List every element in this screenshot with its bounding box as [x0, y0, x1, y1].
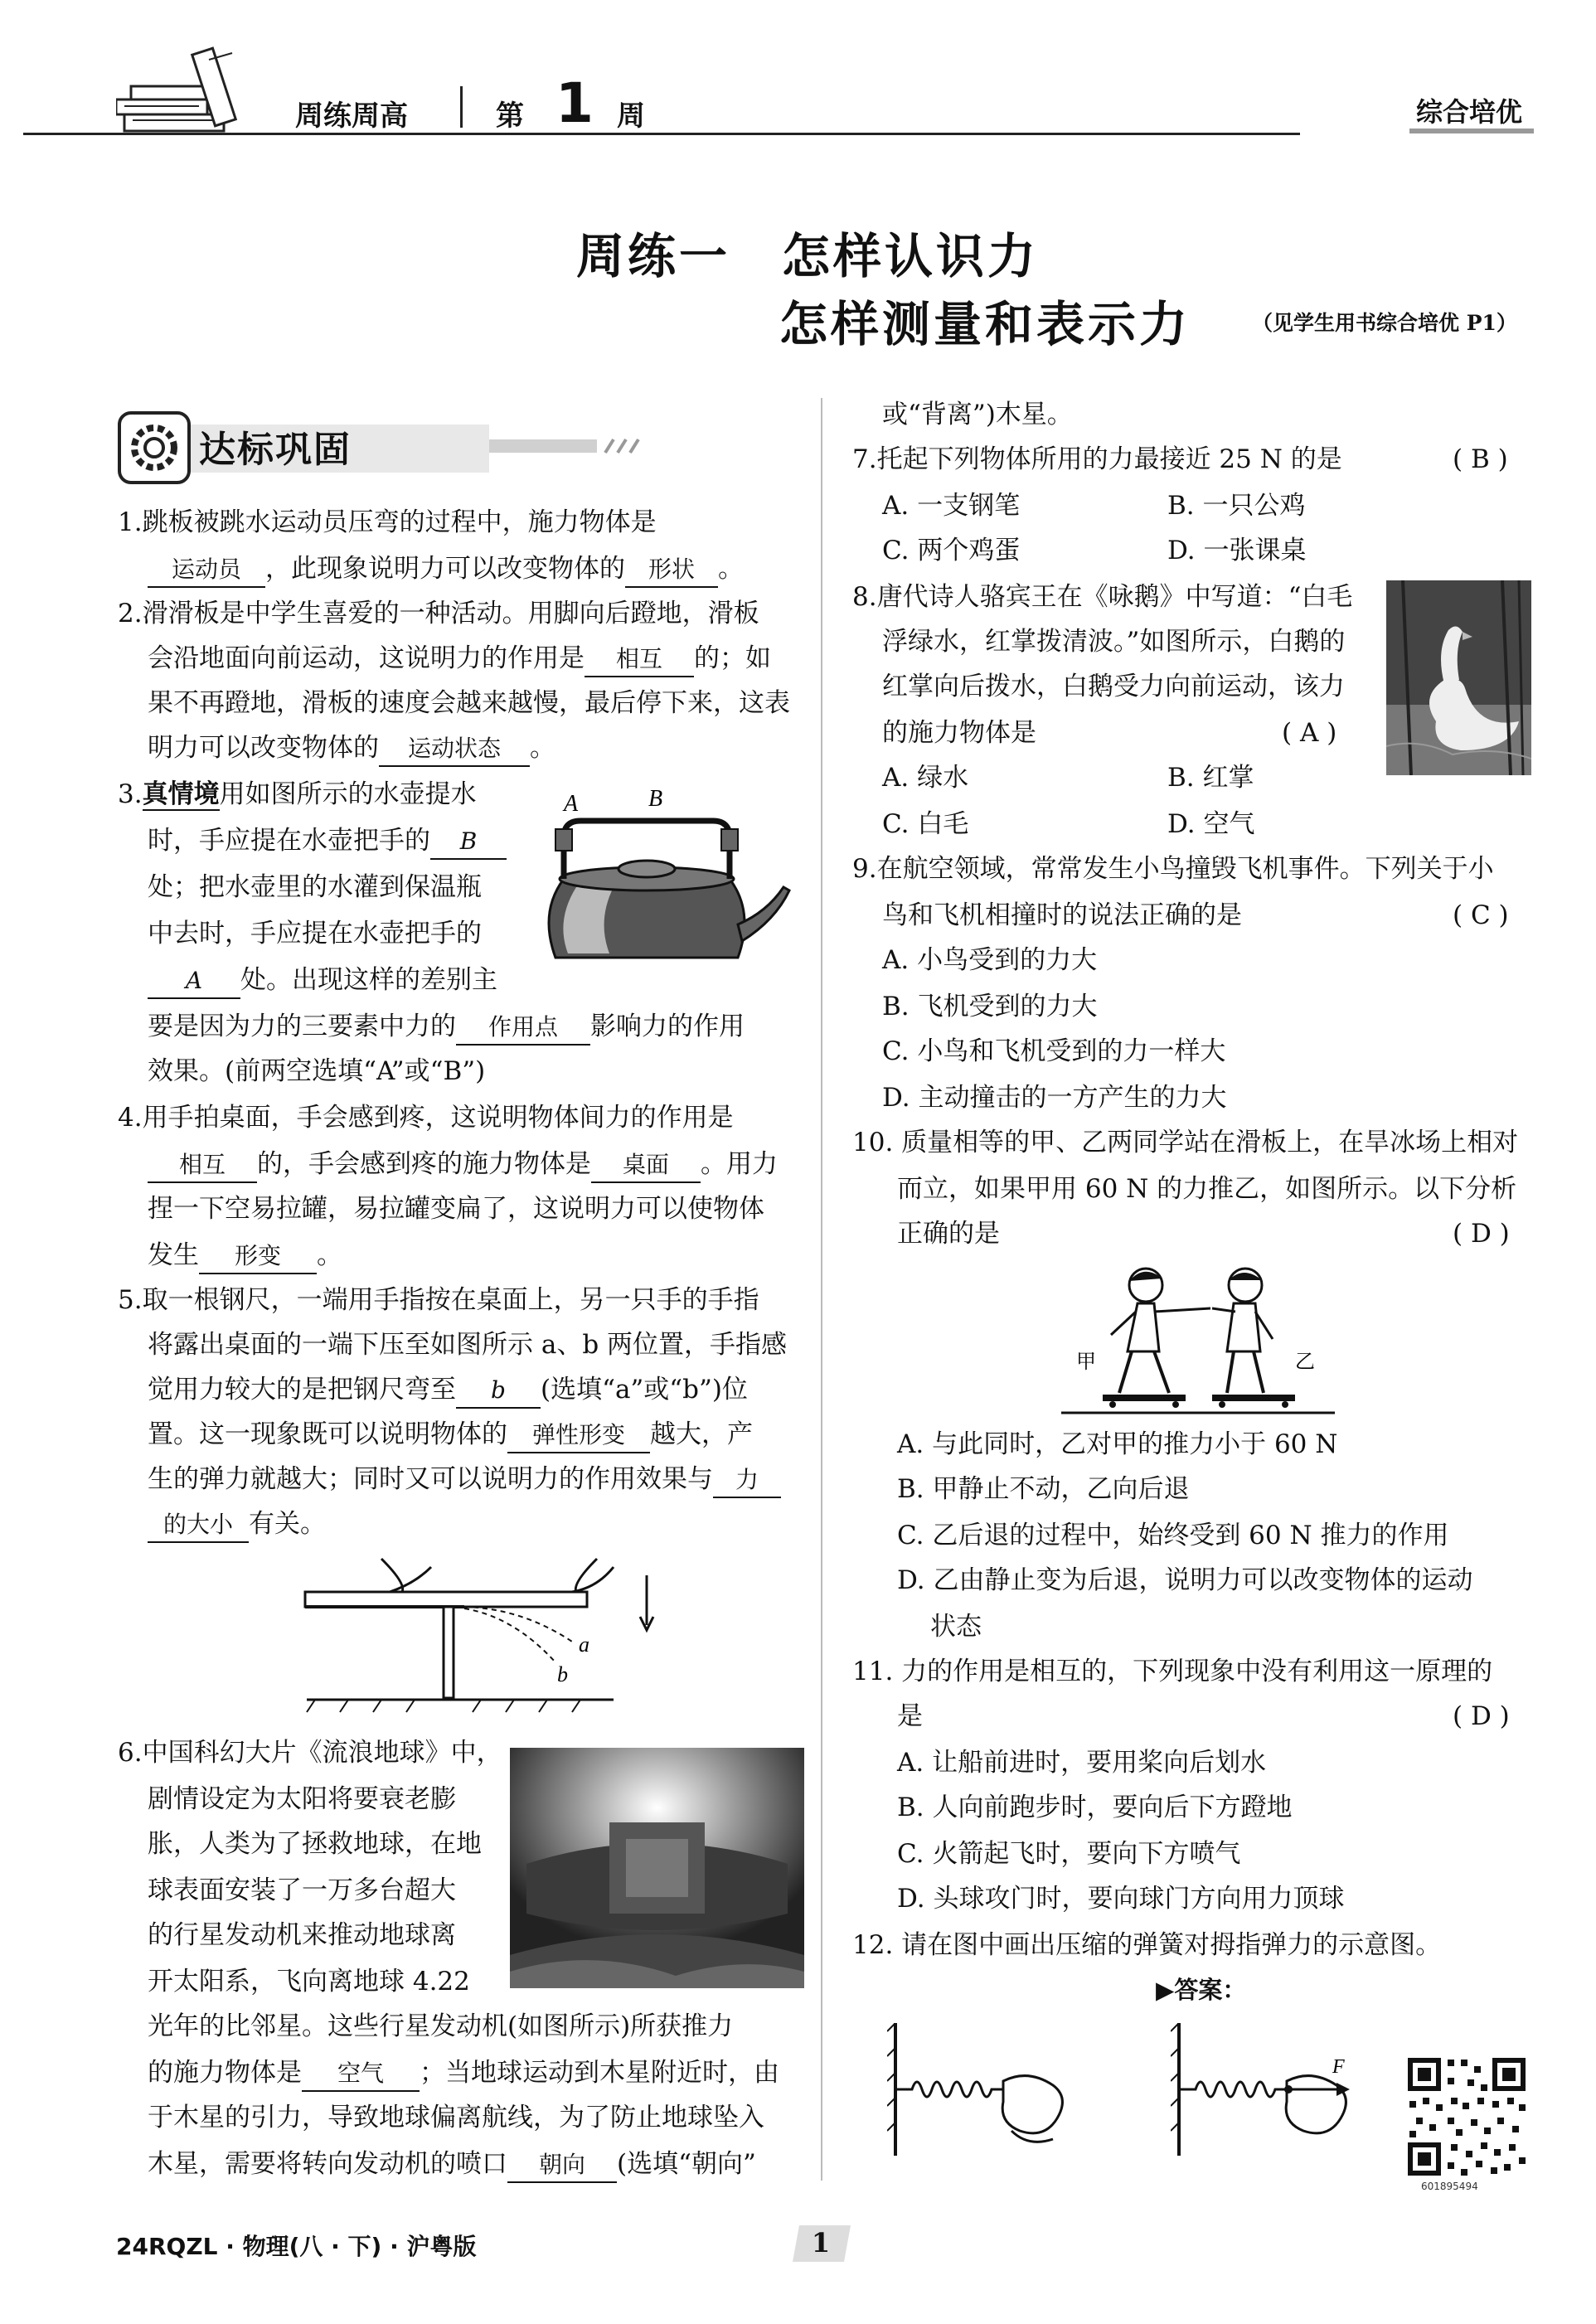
q5-text4b: 越大，产 — [650, 1419, 753, 1449]
q11-option-c: C. 火箭起飞时，要向下方喷气 — [897, 1839, 1241, 1869]
q8-option-c: C. 白毛 — [882, 809, 969, 839]
q8-line3: 红掌向后拨水，白鹅受力向前运动，该力 — [882, 672, 1345, 701]
q5-answer3a: 力 — [713, 1463, 781, 1498]
q10-option-a: A. 与此同时，乙对甲的推力小于 60 N — [897, 1429, 1338, 1459]
q5-answer1: b — [456, 1374, 541, 1409]
answer-arrow-icon: ▶ — [1156, 1976, 1175, 2004]
q10-line1: 10. 质量相等的甲、乙两同学站在滑板上，在旱冰场上相对 — [852, 1128, 1519, 1157]
q3-text5: 处。出现这样的差别主 — [240, 965, 497, 995]
q3-line3: 处；把水壶里的水灌到保温瓶 — [148, 872, 482, 902]
header-right-tag: 综合培优 — [1416, 96, 1523, 128]
kettle-figure — [531, 788, 796, 962]
q2-line4 — [148, 731, 555, 767]
q2-text4b: 。 — [530, 733, 555, 763]
ruler-figure — [298, 1550, 680, 1725]
q11-option-a: A. 让船前进时，要用桨向后划水 — [897, 1748, 1267, 1778]
q6-line10 — [148, 2147, 756, 2183]
q6-text8b: ；当地球运动到木星附近时，由 — [420, 2058, 779, 2088]
q5-line5 — [148, 1463, 781, 1498]
q3-text1: 用如图所示的水壶提水 — [219, 779, 477, 809]
q6-text8: 的施力物体是 — [148, 2058, 302, 2088]
q5-text5: 生的弹力就越大；同时又可以说明力的作用效果与 — [148, 1464, 713, 1494]
page-title-line1: 周练一 怎样认识力 — [576, 228, 1040, 284]
qr-code-icon[interactable] — [1404, 2055, 1529, 2179]
q3-line1 — [118, 778, 477, 811]
q6-text10: 木星，需要将转向发动机的喷口 — [148, 2149, 507, 2179]
page-number: 1 — [811, 2227, 831, 2259]
spring-figure-answer — [1171, 2023, 1361, 2164]
q6-line5: 的行星发动机来推动地球离 — [148, 1920, 456, 1950]
kettle-label-a: A — [564, 791, 579, 817]
section-label: 达标巩固 — [199, 429, 352, 471]
footer-book-info: 24RQZL · 物理(八 · 下) · 沪粤版 — [116, 2233, 477, 2260]
q3-number: 3. — [118, 779, 143, 809]
q10-line3: 正确的是 — [897, 1219, 1000, 1249]
header-week-suffix: 周 — [617, 99, 645, 133]
page-title-line2: 怎样测量和表示力 — [779, 296, 1191, 352]
q6-answer2: 朝向 — [507, 2148, 617, 2183]
books-icon — [116, 41, 257, 134]
q2-text2: 会沿地面向前运动，这说明力的作用是 — [148, 643, 585, 673]
q6-text10b: (选填“朝向” — [617, 2149, 756, 2179]
q1-line2 — [148, 552, 744, 588]
q6-line3: 胀，人类为了拯救地球，在地 — [148, 1829, 482, 1859]
q8-line2: 浮绿水，红掌拨清波。”如图所示，白鹅的 — [882, 627, 1346, 657]
q4-line1: 4.用手拍桌面，手会感到疼，这说明物体间力的作用是 — [118, 1103, 734, 1133]
q4-answer3: 形变 — [199, 1240, 317, 1274]
q5-line6 — [148, 1507, 326, 1543]
header-brand: 周练周高 — [295, 99, 408, 133]
qr-code-id: 601895494 — [1421, 2181, 1478, 2192]
q12-answer-label — [1156, 1973, 1246, 2006]
q3-line4: 中去时，手应提在水壶把手的 — [148, 919, 482, 949]
q4-line4 — [148, 1239, 342, 1274]
q2-text4: 明力可以改变物体的 — [148, 733, 379, 763]
q5-line4 — [148, 1418, 753, 1453]
header-week-prefix: 第 — [496, 99, 524, 133]
force-label: F — [1332, 2056, 1345, 2078]
q1-text2: ，此现象说明力可以改变物体的 — [265, 554, 625, 584]
q5-text6: 有关。 — [249, 1509, 326, 1539]
q1-answer2: 形状 — [625, 553, 718, 588]
q4-line3: 捏一下空易拉罐，易拉罐变扁了，这说明力可以使物体 — [148, 1194, 764, 1224]
header-week-number: 1 — [555, 71, 594, 135]
q3-answer2: A — [148, 964, 240, 999]
q5-line1: 5.取一根钢尺，一端用手指按在桌面上，另一只手的手指 — [118, 1285, 759, 1315]
q3-line6 — [148, 1010, 745, 1046]
q4-text2c: 。用力 — [701, 1149, 778, 1179]
q9-option-d: D. 主动撞击的一方产生的力大 — [882, 1083, 1227, 1113]
q6-answer1: 空气 — [302, 2057, 420, 2092]
q9-answer: ( C ) — [1453, 900, 1509, 930]
q11-line2: 是 — [897, 1701, 923, 1731]
q2-answer1: 相互 — [585, 643, 694, 677]
q8-answer: ( A ) — [1282, 718, 1337, 748]
q3-text6b: 影响力的作用 — [590, 1012, 745, 1041]
q5-text3b: (选填“a”或“b”)位 — [541, 1375, 748, 1405]
skater-label-jia: 甲 — [1076, 1350, 1096, 1373]
q4-answer1: 相互 — [148, 1148, 257, 1183]
q9-option-c: C. 小鸟和飞机受到的力一样大 — [882, 1036, 1226, 1066]
q3-text6: 要是因为力的三要素中力的 — [148, 1012, 456, 1041]
q7-option-a: A. 一支钢笔 — [882, 491, 1021, 521]
q2-line3: 果不再蹬地，滑板的速度会越来越慢，最后停下来，这表 — [148, 688, 790, 718]
ruler-label-a: a — [579, 1633, 589, 1657]
q4-text4b: 。 — [317, 1240, 342, 1270]
q4-text4: 发生 — [148, 1240, 199, 1270]
q8-option-a: A. 绿水 — [882, 763, 969, 793]
q6-line1: 6.中国科幻大片《流浪地球》中， — [118, 1738, 502, 1768]
q5-answer2: 弹性形变 — [507, 1419, 650, 1453]
skaters-figure — [1061, 1260, 1335, 1418]
q7-answer: ( B ) — [1453, 444, 1508, 474]
q3-tag: 真情境 — [142, 779, 220, 809]
q12-line1: 12. 请在图中画出压缩的弹簧对拇指弹力的示意图。 — [852, 1930, 1442, 1960]
q7-stem: 7.托起下列物体所用的力最接近 25 N 的是 — [852, 444, 1342, 474]
q3-answer3: 作用点 — [456, 1011, 590, 1046]
q4-text2: 的，手会感到疼的施力物体是 — [257, 1149, 591, 1179]
q3-line2 — [148, 824, 507, 860]
kettle-label-b: B — [648, 788, 663, 812]
q10-answer: ( D ) — [1453, 1219, 1510, 1249]
header-divider — [460, 86, 463, 128]
q6-line2: 剧情设定为太阳将要衰老膨 — [148, 1784, 456, 1814]
q6-line8 — [148, 2056, 779, 2092]
q5-line3 — [148, 1373, 748, 1409]
q2-text2b: 的；如 — [694, 643, 771, 673]
q10-option-c: C. 乙后退的过程中，始终受到 60 N 推力的作用 — [897, 1521, 1449, 1550]
q11-option-b: B. 人向前跑步时，要向后下方蹬地 — [897, 1793, 1293, 1822]
q3-line5 — [148, 963, 497, 999]
q2-line2 — [148, 642, 771, 677]
q10-option-b: B. 甲静止不动，乙向后退 — [897, 1474, 1190, 1504]
q10-line2: 而立，如果甲用 60 N 的力推乙，如图所示。以下分析 — [897, 1174, 1517, 1204]
q9-line1: 9.在航空领域，常常发生小鸟撞毁飞机事件。下列关于小 — [852, 854, 1494, 884]
q6-line7: 光年的比邻星。这些行星发动机(如图所示)所获推力 — [148, 2011, 734, 2041]
section-badge — [116, 406, 647, 489]
q1-line1: 1.跳板被跳水运动员压弯的过程中，施力物体是 — [118, 507, 657, 537]
q4-answer2: 桌面 — [591, 1148, 701, 1183]
q10-option-d-line2: 状态 — [930, 1612, 982, 1642]
q8-line1: 8.唐代诗人骆宾王在《咏鹅》中写道：“白毛 — [852, 582, 1353, 612]
q9-option-a: A. 小鸟受到的力大 — [882, 945, 1098, 975]
q9-option-b: B. 飞机受到的力大 — [882, 992, 1098, 1021]
q4-line2 — [148, 1147, 778, 1183]
title-reference: （见学生用书综合培优 P1） — [1252, 311, 1517, 335]
q5-text4: 置。这一现象既可以说明物体的 — [148, 1419, 507, 1449]
q5-answer3b: 的大小 — [148, 1508, 249, 1543]
spring-figure-question — [887, 2023, 1094, 2164]
q11-option-d: D. 头球攻门时，要向球门方向用力顶球 — [897, 1884, 1345, 1914]
q2-answer2: 运动状态 — [379, 732, 530, 767]
q7-option-c: C. 两个鸡蛋 — [882, 536, 1021, 565]
q8-option-b: B. 红掌 — [1167, 763, 1254, 793]
q1-text3: 。 — [718, 554, 744, 584]
q10-option-d-line1: D. 乙由静止变为后退，说明力可以改变物体的运动 — [897, 1565, 1473, 1595]
q9-line2: 鸟和飞机相撞时的说法正确的是 — [882, 900, 1242, 930]
column-divider — [821, 398, 822, 2181]
q7-option-d: D. 一张课桌 — [1167, 536, 1307, 565]
q6-line4: 球表面安装了一万多台超大 — [148, 1875, 456, 1905]
skater-label-yi: 乙 — [1295, 1350, 1315, 1373]
wandering-earth-image — [510, 1748, 804, 1988]
q11-line1: 11. 力的作用是相互的，下列现象中没有利用这一原理的 — [852, 1657, 1493, 1686]
goose-image — [1386, 580, 1531, 775]
ruler-label-b: b — [557, 1662, 568, 1686]
q3-answer1: B — [430, 825, 507, 860]
q8-line4: 的施力物体是 — [882, 718, 1036, 748]
q12-answer-text: 答案： — [1174, 1976, 1247, 2004]
q5-text3: 觉用力较大的是把钢尺弯至 — [148, 1375, 456, 1405]
q3-line7: 效果。(前两空选填“A”或“B”) — [148, 1056, 486, 1086]
q6-continuation: 或“背离”)木星。 — [882, 400, 1073, 429]
q1-answer1: 运动员 — [148, 553, 265, 588]
q5-line2: 将露出桌面的一端下压至如图所示 a、b 两位置，手指感 — [148, 1330, 788, 1360]
q7-option-b: B. 一只公鸡 — [1167, 491, 1306, 521]
q3-text2: 时，手应提在水壶把手的 — [148, 826, 430, 856]
q8-option-d: D. 空气 — [1167, 809, 1255, 839]
q11-answer: ( D ) — [1453, 1701, 1510, 1731]
q6-line6: 开太阳系，飞向离地球 4.22 — [148, 1967, 470, 1997]
q6-line9: 于木星的引力，导致地球偏离航线，为了防止地球坠入 — [148, 2103, 764, 2132]
q2-line1: 2.滑滑板是中学生喜爱的一种活动。用脚向后蹬地，滑板 — [118, 599, 759, 628]
